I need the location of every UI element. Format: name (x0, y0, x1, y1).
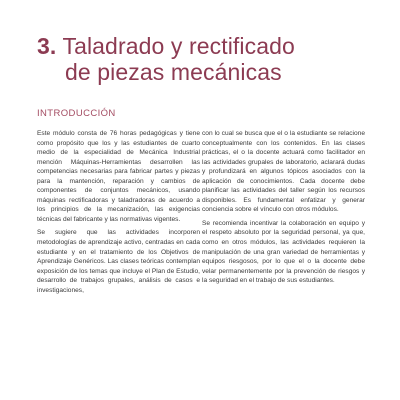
section-heading: INTRODUCCIÓN (37, 108, 116, 119)
chapter-title (37, 33, 295, 85)
body-paragraph: con lo cual se busca que el o la estudiante se relacione conceptualmente con los contenidos. En las clases prácticas, el o la docente actuará como facilitador en las actividades grupales de laboratorio, aclarará dudas y profundizará en algunos tópicos asociados con la aplicación de conocimientos. Cada docente debe planificar las actividades del taller según los recursos disponibles. Es fundamental enfatizar y generar conciencia sobre el vínculo con otros módulos. (202, 130, 365, 214)
body-column-left (37, 129, 200, 299)
body-paragraph: Se sugiere que las actividades incorporen metodologías de aprendizaje activo, centradas en cada estudiante y en el tratamiento de los Objetivos de Aprendizaje Genéricos. Las clases teóricas contemplan exposición de los temas que incluye el Plan de Estudio, desarrollo de trabajos grupales, análisis de casos e investigaciones, (37, 229, 200, 294)
body-paragraph: Este módulo consta de 76 horas pedagógicas y tiene como propósito que los y las estudiantes de cuarto medio de la especialidad de Mecánica Industrial mención Máquinas-Herramientas desarrollen las competencias necesarias para fabricar partes y piezas para la mantención, reparación y cambios de componentes de conjuntos mecánicos, usando máquinas rectificadoras y taladradoras de acuerdo a los principios de la mecanización, las exigencias técnicas del fabricante y las normativas vigentes. (37, 130, 200, 223)
chapter-number: 3. (37, 33, 57, 59)
body-column-right (202, 129, 365, 290)
body-paragraph: Se recomienda incentivar la colaboración en equipo y el respeto absoluto por la seguridad personal, ya que, como en otros módulos, las actividades requieren la manipulación de una gran variedad de herramientas y equipos riesgosos, por lo que el o la docente debe velar permanentemente por la prevención de riesgos y la seguridad en el trabajo de sus estudiantes. (202, 219, 365, 285)
chapter-title-line2: de piezas mecánicas (65, 59, 282, 85)
chapter-title-line1: Taladrado y rectificado (62, 33, 295, 59)
